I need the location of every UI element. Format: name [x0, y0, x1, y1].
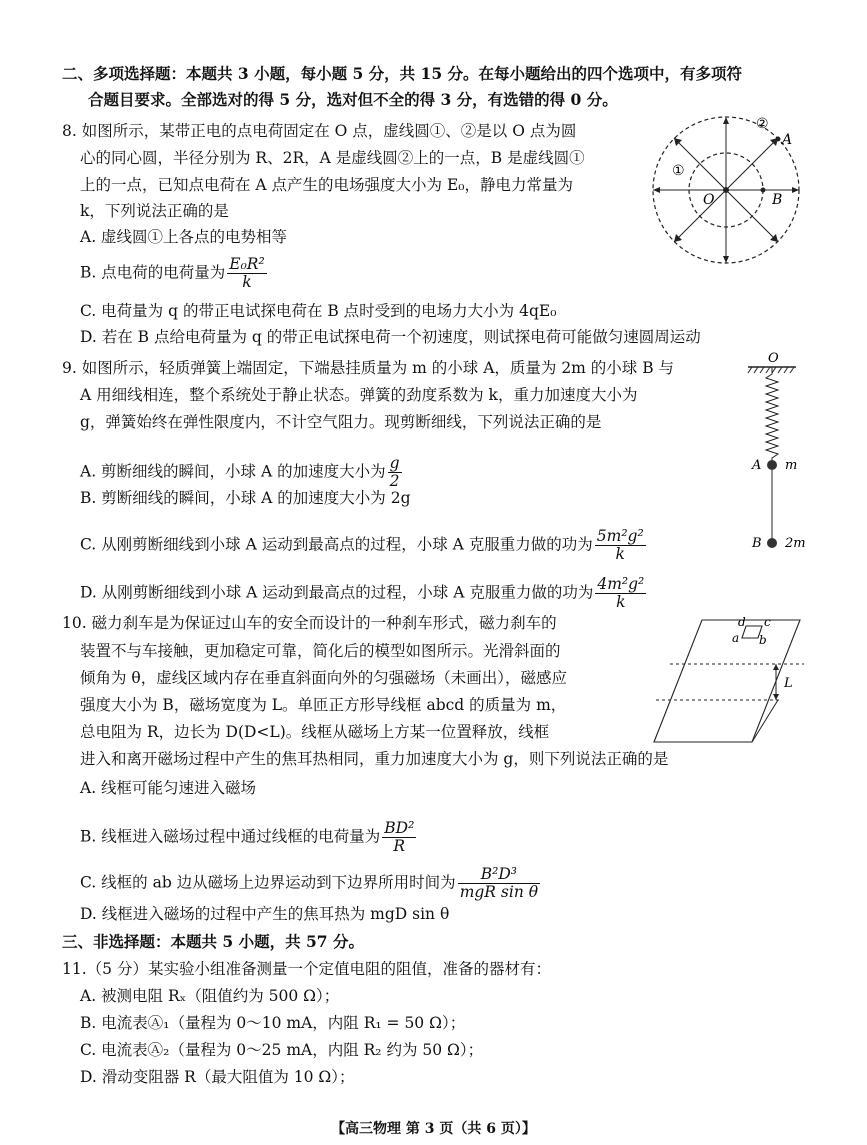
q8-option-a: A. 虚线圆①上各点的电势相等: [80, 228, 288, 246]
circle2-label: ②: [756, 116, 769, 132]
q10-stem-line6: 进入和离开磁场过程中产生的焦耳热相同，重力加速度大小为 g，则下列说法正确的是: [80, 750, 669, 768]
q9-option-a-text: A. 剪断细线的瞬间，小球 A 的加速度大小为: [80, 462, 386, 481]
q10-option-c-fraction: [458, 866, 540, 901]
q8-option-b-text: B. 点电荷的电荷量为: [80, 263, 226, 282]
fraction-numerator: E₀R²: [229, 255, 265, 273]
q8-stem-line3: 上的一点，已知点电荷在 A 点产生的电场强度大小为 E₀，静电力常量为: [80, 176, 574, 194]
point-o-label: O: [703, 192, 715, 208]
fraction-denominator: k: [242, 273, 252, 291]
q10-option-a: A. 线框可能匀速进入磁场: [80, 779, 257, 797]
q9-option-a: [80, 455, 402, 490]
q10-option-b: [80, 820, 416, 855]
q9-option-c: [80, 528, 646, 563]
q10-option-b-text: B. 线框进入磁场过程中通过线框的电荷量为: [80, 827, 381, 846]
q10-option-c: [80, 866, 540, 901]
q10-stem-line5: 总电阻为 R，边长为 D(D<L)。线框从磁场上方某一位置释放，线框: [80, 723, 550, 741]
q9-option-d-fraction: [595, 576, 646, 611]
q11-item-b: B. 电流表Ⓐ₁（量程为 0～10 mA，内阻 R₁ = 50 Ω）；: [80, 1014, 466, 1032]
corner-b-label: b: [759, 633, 767, 647]
fraction-denominator: R: [393, 837, 406, 855]
q9-option-a-fraction: [388, 455, 402, 490]
fraction-denominator: 2: [389, 472, 400, 490]
fraction-numerator: 5m²g²: [596, 527, 644, 545]
q11-stem: 11.（5 分）某实验小组准备测量一个定值电阻的阻值，准备的器材有：: [62, 960, 551, 978]
q8-option-d: D. 若在 B 点给电荷量为 q 的带正电试探电荷一个初速度，则试探电荷可能做匀速圆周运动: [80, 328, 701, 346]
q10-stem-line4: 强度大小为 B，磁场宽度为 L。单匝正方形导线框 abcd 的质量为 m，: [80, 696, 567, 714]
q10-stem-line2: 装置不与车接触，更加稳定可靠，简化后的模型如图所示。光滑斜面的: [80, 642, 561, 660]
q8-stem-line2: 心的同心圆，半径分别为 R、2R，A 是虚线圆②上的一点，B 是虚线圆①: [80, 149, 585, 167]
q9-option-c-text: C. 从刚剪断细线到小球 A 运动到最高点的过程，小球 A 克服重力做的功为: [80, 535, 593, 554]
fraction-numerator: BD²: [384, 819, 415, 837]
q11-item-c: C. 电流表Ⓐ₂（量程为 0～25 mA，内阻 R₂ 约为 50 Ω）；: [80, 1041, 484, 1059]
ball-a-label: A: [752, 458, 762, 473]
q9-option-d-text: D. 从刚剪断细线到小球 A 运动到最高点的过程，小球 A 克服重力做的功为: [80, 583, 594, 602]
section3-header: 三、非选择题：本题共 5 小题，共 57 分。: [62, 932, 364, 951]
q9-option-b: B. 剪断细线的瞬间，小球 A 的加速度大小为 2g: [80, 489, 411, 507]
fraction-denominator: k: [616, 593, 626, 611]
corner-a-label: a: [732, 631, 740, 645]
q8-stem-line1: 8. 如图所示，某带正电的点电荷固定在 O 点，虚线圆①、②是以 O 点为圆: [62, 122, 577, 140]
fraction-denominator: mgR sin θ: [459, 883, 539, 901]
q9-option-d: [80, 576, 646, 611]
fraction-numerator: 4m²g²: [597, 575, 645, 593]
q9-option-c-fraction: [595, 528, 646, 563]
q9-stem-line2: A 用细线相连，整个系统处于静止状态。弹簧的劲度系数为 k，重力加速度大小为: [80, 386, 638, 404]
q9-spring-figure: [740, 350, 820, 555]
circle1-label: ①: [672, 163, 685, 179]
section2-header-line1: 二、多项选择题：本题共 3 小题，每小题 5 分，共 15 分。在每小题给出的四个选项中，有多项符: [62, 64, 743, 83]
q10-option-c-text: C. 线框的 ab 边从磁场上边界运动到下边界所用时间为: [80, 873, 456, 892]
q10-stem-line1: 10. 磁力刹车是为保证过山车的安全而设计的一种刹车形式，磁力刹车的: [62, 614, 557, 632]
q10-option-d: D. 线框进入磁场的过程中产生的焦耳热为 mgD sin θ: [80, 905, 450, 923]
fraction-numerator: B²D³: [458, 866, 540, 884]
q10-incline-figure: [650, 612, 810, 752]
q8-concentric-circles-figure: [648, 112, 806, 272]
q9-stem-line3: g，弹簧始终在弹性限度内，不计空气阻力。现剪断细线，下列说法正确的是: [80, 413, 602, 431]
section2-header-line2: 合题目要求。全部选对的得 5 分，选对但不全的得 3 分，有选错的得 0 分。: [88, 90, 618, 109]
ball-a-mass-label: m: [785, 458, 798, 473]
q8-option-b: [80, 256, 267, 291]
q8-option-b-fraction: [227, 256, 266, 291]
ball-b-mass-label: 2m: [785, 536, 806, 551]
page-footer: 【高三物理 第 3 页（共 6 页）】: [331, 1121, 536, 1137]
q10-stem-line3: 倾角为 θ，虚线区域内存在垂直斜面向外的匀强磁场（未画出），磁感应: [80, 669, 568, 687]
fraction-denominator: k: [615, 545, 625, 563]
point-a-label: A: [782, 132, 793, 148]
q8-stem-line4: k，下列说法正确的是: [80, 202, 229, 220]
field-width-label: L: [784, 676, 793, 691]
corner-d-label: d: [738, 615, 746, 629]
spring-top-label: O: [768, 351, 779, 366]
fraction-numerator: g: [389, 454, 400, 472]
corner-c-label: c: [764, 615, 771, 629]
ball-b-label: B: [752, 536, 762, 551]
q9-stem-line1: 9. 如图所示，轻质弹簧上端固定，下端悬挂质量为 m 的小球 A，质量为 2m 的小球 B 与: [62, 359, 675, 377]
q11-item-a: A. 被测电阻 Rₓ（阻值约为 500 Ω）；: [80, 987, 340, 1005]
q8-option-c: C. 电荷量为 q 的带正电试探电荷在 B 点时受到的电场力大小为 4qE₀: [80, 302, 557, 320]
point-b-label: B: [772, 192, 783, 208]
q11-item-d: D. 滑动变阻器 R（最大阻值为 10 Ω）；: [80, 1068, 355, 1086]
q10-option-b-fraction: [382, 820, 416, 855]
